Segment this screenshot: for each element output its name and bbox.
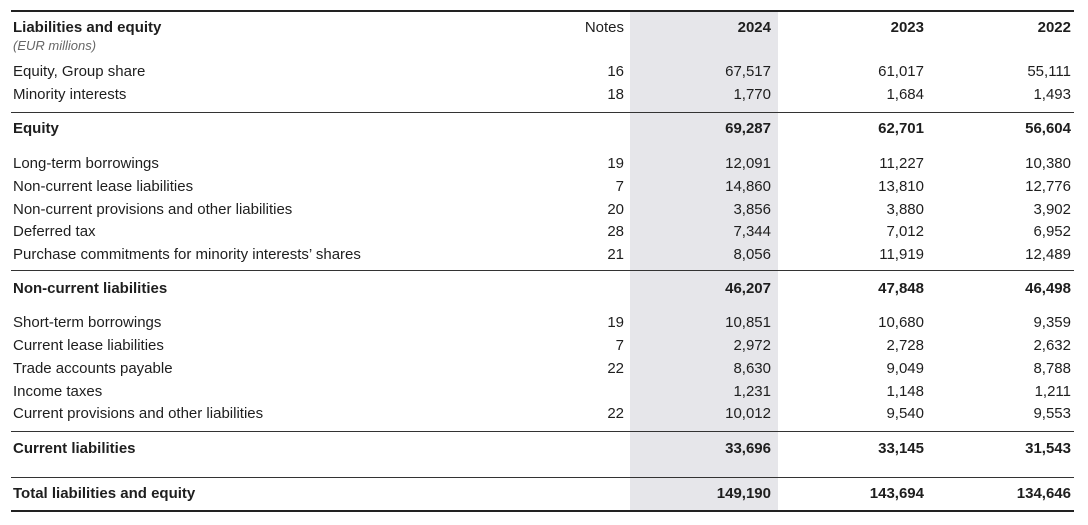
value-2023: 9,540 [886,405,924,422]
value-2024: 8,056 [733,246,771,263]
row-label: Non-current lease liabilities [13,178,194,195]
value-2024: 1,770 [733,86,771,103]
value-2023: 143,694 [869,485,924,502]
row-label: Current provisions and other liabilities [13,405,264,422]
value-2023: 2,728 [886,337,924,354]
value-2023: 33,145 [878,440,924,457]
value-2022: 134,646 [1016,485,1071,502]
value-2022: 12,489 [1025,246,1071,263]
row-note: 16 [607,63,624,80]
total-row-label: Total liabilities and equity [13,485,196,502]
year-header-2024: 2024 [737,19,771,36]
value-2022: 1,211 [1034,383,1071,400]
row-note: 28 [607,223,624,240]
value-2022: 56,604 [1025,120,1071,137]
value-2024: 10,012 [725,405,771,422]
row-label: Non-current provisions and other liabilities [13,201,293,218]
row-label: Income taxes [13,383,103,400]
value-2023: 47,848 [878,280,924,297]
row-label: Minority interests [13,86,127,103]
value-2022: 2,632 [1033,337,1071,354]
row-note: 20 [607,201,624,218]
total-row-label: Current liabilities [13,440,136,457]
divider-equity [11,112,1074,113]
top-rule [11,10,1074,12]
value-2024: 12,091 [725,155,771,172]
value-2023: 11,227 [879,155,924,172]
value-2024: 69,287 [725,120,771,137]
value-2022: 12,776 [1025,178,1071,195]
value-2023: 11,919 [879,246,924,263]
value-2023: 3,880 [886,201,924,218]
total-row-label: Non-current liabilities [13,280,168,297]
value-2023: 62,701 [878,120,924,137]
value-2023: 9,049 [886,360,924,377]
value-2024: 1,231 [733,383,771,400]
row-note: 22 [607,405,624,422]
value-2022: 9,553 [1033,405,1071,422]
value-2024: 10,851 [725,314,771,331]
row-note: 22 [607,360,624,377]
row-note: 21 [607,246,624,263]
value-2024: 14,860 [725,178,771,195]
value-2022: 9,359 [1033,314,1071,331]
value-2024: 7,344 [733,223,771,240]
total-row-label: Equity [13,120,59,137]
row-label: Deferred tax [13,223,96,240]
value-2023: 13,810 [878,178,924,195]
row-note: 7 [615,178,624,195]
value-2022: 6,952 [1033,223,1071,240]
value-2022: 3,902 [1033,201,1071,218]
year-header-2023: 2023 [890,19,924,36]
value-2023: 1,684 [886,86,924,103]
value-2023: 10,680 [878,314,924,331]
divider-total [11,477,1074,478]
value-2023: 1,148 [886,383,924,400]
row-note: 19 [607,155,624,172]
row-label: Current lease liabilities [13,337,164,354]
row-label: Short-term borrowings [13,314,162,331]
row-note: 19 [607,314,624,331]
divider-current [11,431,1074,432]
value-2022: 10,380 [1025,155,1071,172]
table-title: Liabilities and equity [13,19,162,36]
row-label: Long-term borrowings [13,155,159,172]
bottom-rule [11,510,1074,512]
row-label: Equity, Group share [13,63,146,80]
year-header-2022: 2022 [1037,19,1071,36]
value-2022: 31,543 [1025,440,1071,457]
table-unit: (EUR millions) [13,38,97,53]
value-2023: 7,012 [886,223,924,240]
value-2024: 149,190 [716,485,771,502]
row-label: Trade accounts payable [13,360,173,377]
value-2024: 2,972 [733,337,771,354]
value-2024: 46,207 [725,280,771,297]
value-2024: 33,696 [725,440,771,457]
value-2024: 3,856 [733,201,771,218]
notes-header: Notes [584,19,624,36]
value-2022: 1,493 [1033,86,1071,103]
value-2022: 8,788 [1033,360,1071,377]
value-2024: 8,630 [733,360,771,377]
row-note: 18 [607,86,624,103]
value-2023: 61,017 [878,63,924,80]
value-2022: 46,498 [1025,280,1071,297]
row-note: 7 [615,337,624,354]
row-label: Purchase commitments for minority interests’ shares [13,246,361,263]
value-2022: 55,111 [1027,63,1071,80]
value-2024: 67,517 [725,63,771,80]
divider-non-current [11,270,1074,271]
